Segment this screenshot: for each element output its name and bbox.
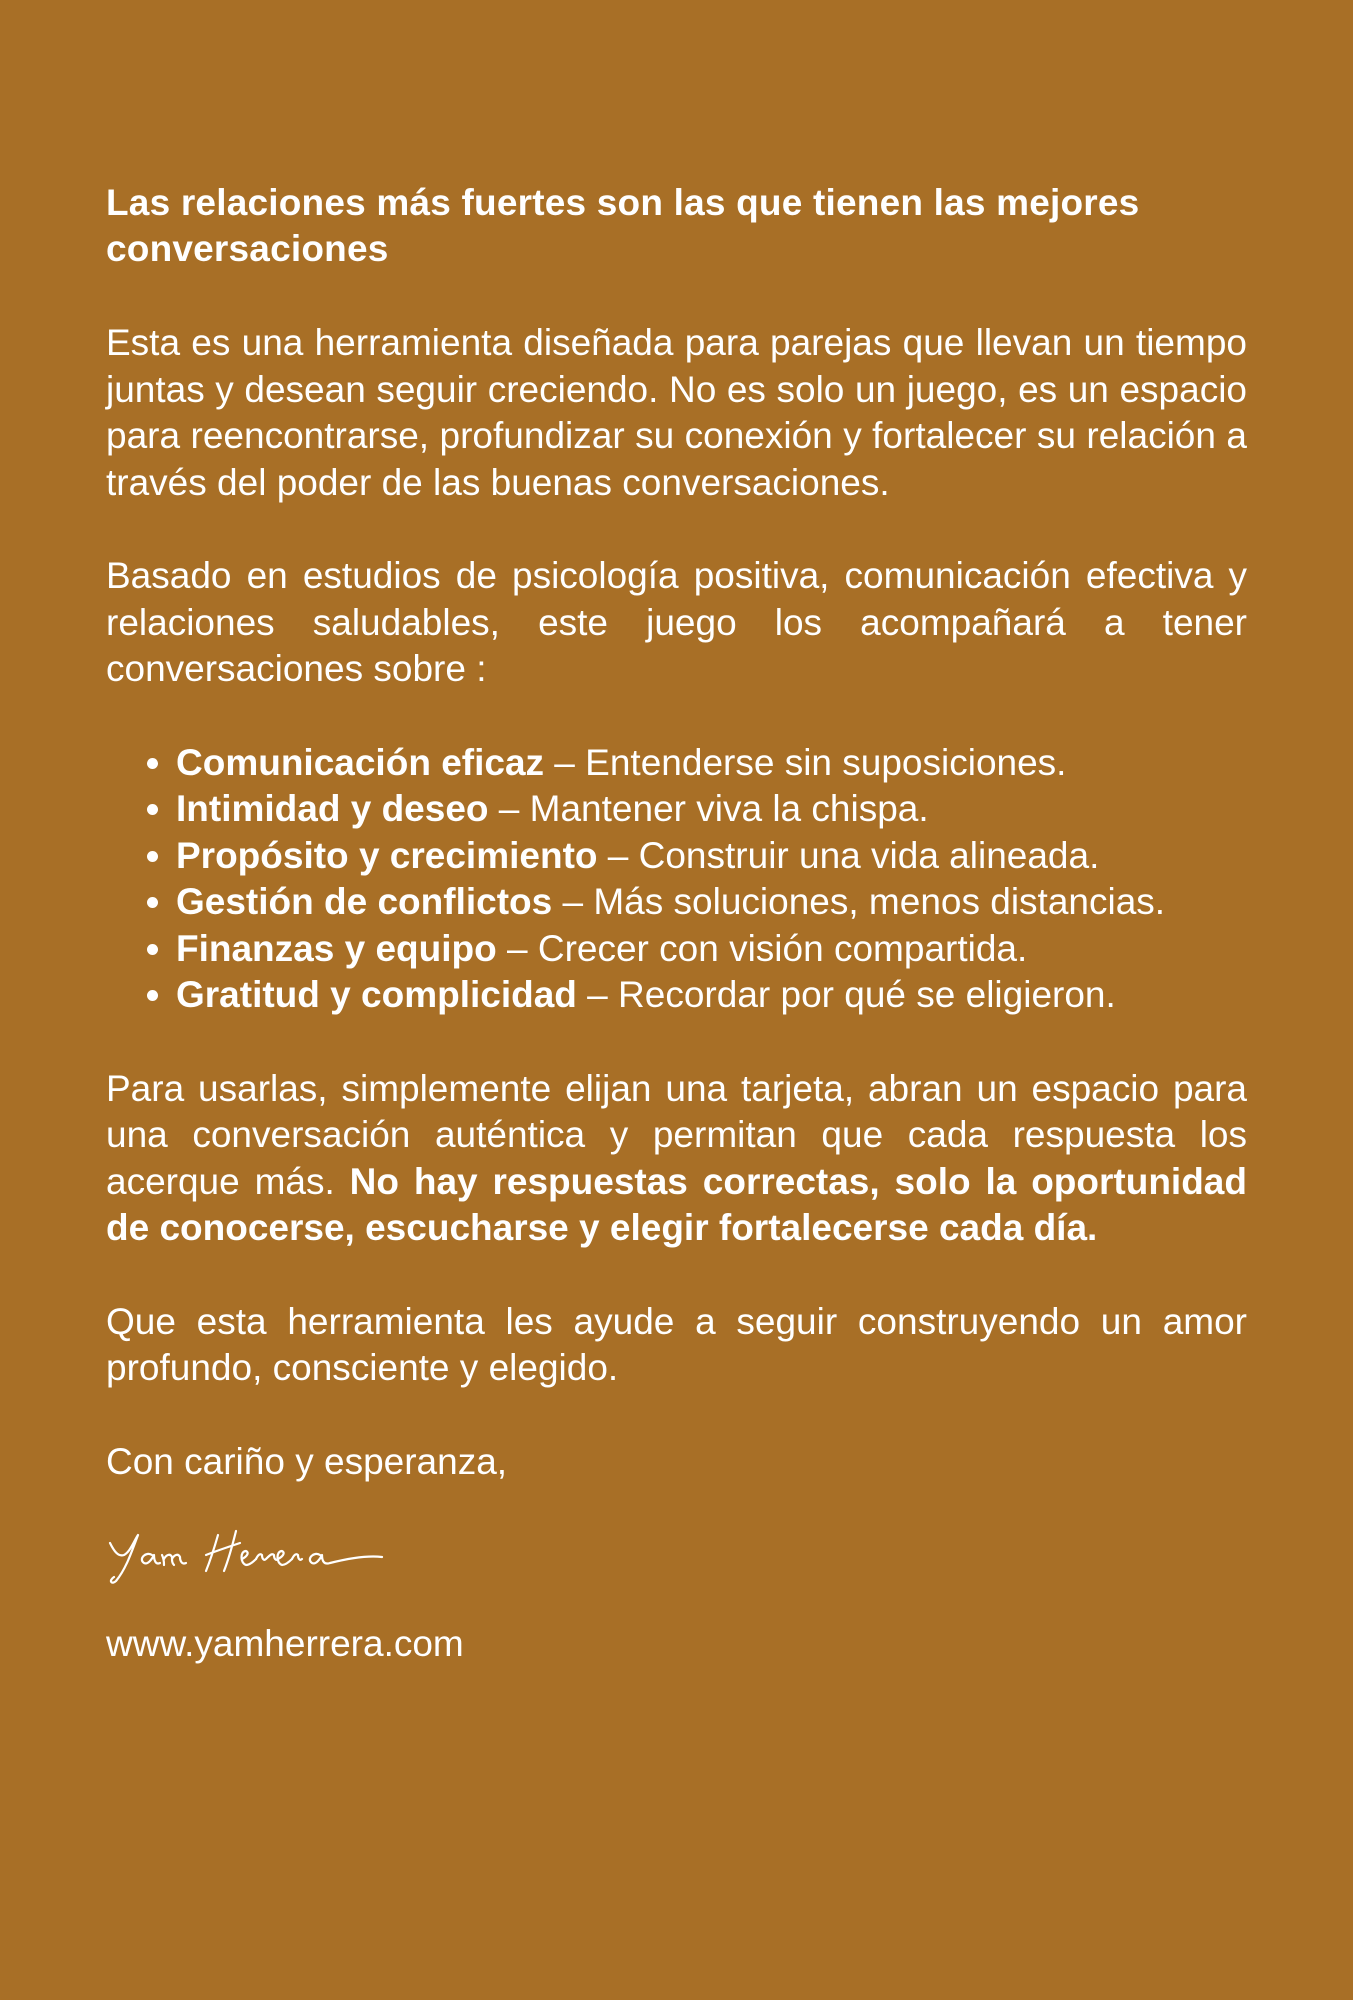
topic-description: – Entenderse sin suposiciones. — [544, 741, 1067, 783]
topic-title: Gestión de conflictos — [176, 881, 553, 922]
signature-image — [106, 1521, 1247, 1591]
topic-description: – Más soluciones, menos distancias. — [552, 881, 1166, 922]
topic-title: Intimidad y deseo — [176, 788, 489, 829]
signature-icon — [106, 1521, 386, 1591]
topics-list — [106, 740, 1247, 1019]
intro-paragraph: Esta es una herramienta diseñada para parejas que llevan un tiempo juntas y desean seguir creciendo. No es solo un juego, es un espacio para reencontrarse, profundizar su conexión y fortalecer su relación a través del poder de las buenas conversaciones. — [106, 322, 1247, 503]
usage-text: Para usarlas, simplemente elijan una tarjeta, abran un espacio para una conversación auténtica y permitan que cada respuesta los acerque más. — [106, 1067, 1247, 1202]
topic-description: – Crecer con visión compartida. — [496, 927, 1028, 969]
topic-title: Gratitud y complicidad — [176, 974, 577, 1015]
basis-paragraph: Basado en estudios de psicología positiva, comunicación efectiva y relaciones saludables, este juego los acompañará a tener conversaciones sobre : — [106, 555, 1247, 689]
topic-title: Comunicación eficaz — [176, 741, 545, 783]
usage-paragraph — [106, 1066, 1247, 1252]
closing-line: Con cariño y esperanza, — [106, 1440, 508, 1482]
topic-description: – Mantener viva la chispa. — [488, 788, 929, 829]
topic-description: – Construir una vida alineada. — [597, 834, 1100, 876]
usage-emphasis: No hay respuestas correctas, solo la oportunidad de conocerse, escucharse y elegir fortalecerse cada día. — [106, 1160, 1247, 1248]
list-item — [176, 740, 1247, 787]
topic-title: Finanzas y equipo — [176, 927, 497, 969]
topic-description: – Recordar por qué se eligieron. — [576, 974, 1116, 1015]
website-link[interactable]: www.yamherrera.com — [106, 1623, 464, 1664]
list-item — [176, 972, 1247, 1019]
wish-paragraph: Que esta herramienta les ayude a seguir construyendo un amor profundo, consciente y elegido. — [106, 1300, 1247, 1388]
list-item — [176, 879, 1247, 926]
topic-title: Propósito y crecimiento — [176, 834, 598, 876]
list-item — [176, 786, 1247, 833]
page-title: Las relaciones más fuertes son las que tienen las mejores conversaciones — [106, 182, 1140, 269]
list-item — [176, 833, 1247, 880]
list-item — [176, 926, 1247, 973]
